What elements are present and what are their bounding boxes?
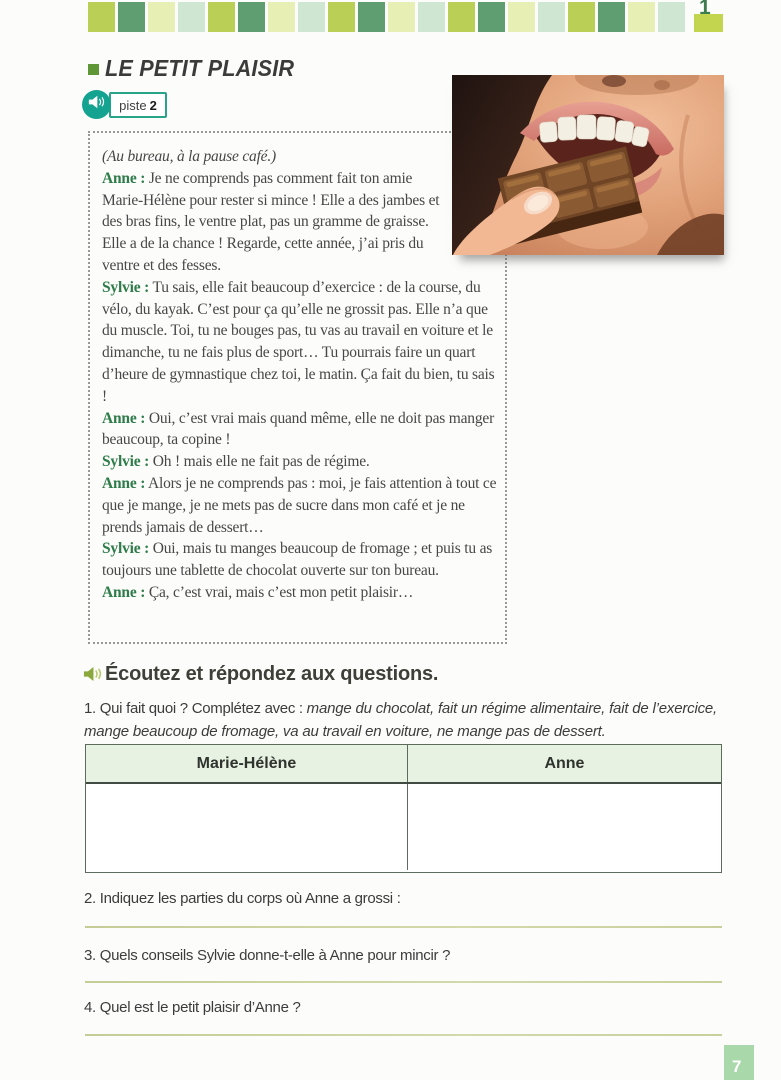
dialogue-text: Je ne comprends pas comment fait ton amie Marie-Hélène pour rester si mince ! Elle a des jambes et des bras fins, le ventre plat, pas un gramme de graisse. Elle a de la chance ! Regarde, cette année, j’ai pris du ventre et des fesses. — [102, 169, 440, 274]
band-square — [508, 2, 535, 32]
band-square — [568, 2, 595, 32]
dialogue-turn — [102, 451, 499, 473]
dialogue-turn — [102, 582, 499, 604]
table-header-row — [86, 745, 721, 784]
speaker-icon — [88, 95, 105, 114]
dialogue-text: Oh ! mais elle ne fait pas de régime. — [152, 453, 370, 471]
table-header-anne: Anne — [544, 754, 585, 772]
audio-play-button[interactable] — [82, 90, 111, 119]
question-1-lead: 1. Qui fait quoi ? Complétez avec : — [84, 700, 307, 717]
dialogue-turn — [102, 168, 499, 277]
band-square — [328, 2, 355, 32]
answer-line-2[interactable] — [85, 926, 722, 928]
table-cell-marie-helene[interactable] — [86, 784, 408, 870]
listen-instruction: Écoutez et répondez aux questions. — [105, 663, 439, 685]
audio-track-badge[interactable] — [109, 92, 167, 118]
band-square — [118, 2, 145, 32]
dialogue-turn — [102, 538, 499, 582]
dialogue-turn — [102, 277, 499, 408]
band-square — [448, 2, 475, 32]
dialogue-box — [88, 131, 507, 644]
question-2: 2. Indiquez les parties du corps où Anne a grossi : — [84, 890, 401, 907]
dialogue-text: Tu sais, elle fait beaucoup d’exercice : de la course, du vélo, du kayak. C’est pour ça qu’elle ne grossit pas. Elle n’a que du muscle. Toi, tu ne bouges pas, tu vas au travail en voiture et le dimanche, tu ne fais plus de sport… Tu pourrais faire un quart d’heure de gymnastique chez toi, le matin. Ça fait du bien, tu sais ! — [102, 278, 495, 405]
table-header-marie-helene: Marie-Hélène — [86, 745, 408, 782]
speaker-name: Sylvie : — [102, 453, 150, 471]
audio-track-number: 2 — [149, 97, 157, 113]
speaker-name: Anne : — [102, 474, 146, 492]
band-square — [358, 2, 385, 32]
title-bullet-square — [88, 64, 99, 75]
dialogue-text: Oui, c’est vrai mais quand même, elle ne doit pas manger beaucoup, ta copine ! — [102, 409, 495, 449]
question-3: 3. Quels conseils Sylvie donne-t-elle à Anne pour mincir ? — [84, 947, 451, 964]
question-1 — [84, 697, 726, 743]
question-4: 4. Quel est le petit plaisir d’Anne ? — [84, 999, 301, 1016]
band-square — [418, 2, 445, 32]
band-square — [88, 2, 115, 32]
dialogue-text: Ça, c’est vrai, mais c’est mon petit plaisir… — [148, 583, 414, 601]
band-square — [208, 2, 235, 32]
stage-direction: (Au bureau, à la pause café.) — [102, 148, 276, 165]
answer-line-4[interactable] — [85, 1034, 722, 1036]
band-square — [148, 2, 175, 32]
speaker-name: Anne : — [102, 409, 146, 427]
dialogue-turn — [102, 473, 499, 538]
dialogue-turn — [102, 408, 499, 452]
band-square — [388, 2, 415, 32]
band-square — [628, 2, 655, 32]
page-title: LE PETIT PLAISIR — [105, 55, 295, 81]
band-square — [478, 2, 505, 32]
unit-number: 1 — [699, 0, 711, 19]
photo-chocolate-bite — [452, 75, 724, 255]
dialogue-text: Oui, mais tu manges beaucoup de fromage ; et puis tu as toujours une tablette de chocolat ouverte sur ton bureau. — [102, 540, 493, 580]
speaker-name: Anne : — [102, 169, 146, 187]
band-square — [598, 2, 625, 32]
table-cell-anne[interactable] — [408, 784, 721, 870]
fill-table — [85, 744, 722, 873]
audio-track-word: piste — [119, 97, 147, 113]
question-1-options: mange du chocolat, fait un régime alimentaire, fait de l’exercice, mange beaucoup de fromage, va au travail en voiture, ne mange pas de dessert. — [84, 700, 718, 740]
band-square — [238, 2, 265, 32]
decorative-band — [88, 2, 685, 32]
band-square — [658, 2, 685, 32]
dialogue-text: Alors je ne comprends pas : moi, je fais attention à tout ce que je mange, je ne mets pas de sucre dans mon café et je ne prends jamais de dessert… — [102, 474, 497, 536]
table-body-row — [86, 784, 721, 870]
answer-line-3[interactable] — [85, 981, 722, 983]
speaker-name: Sylvie : — [102, 278, 150, 296]
band-square — [538, 2, 565, 32]
speaker-name: Anne : — [102, 583, 146, 601]
listen-speaker-icon — [83, 666, 102, 687]
speaker-name: Sylvie : — [102, 540, 150, 558]
band-square — [298, 2, 325, 32]
band-square — [178, 2, 205, 32]
page-number: 7 — [724, 1045, 754, 1080]
band-square — [268, 2, 295, 32]
